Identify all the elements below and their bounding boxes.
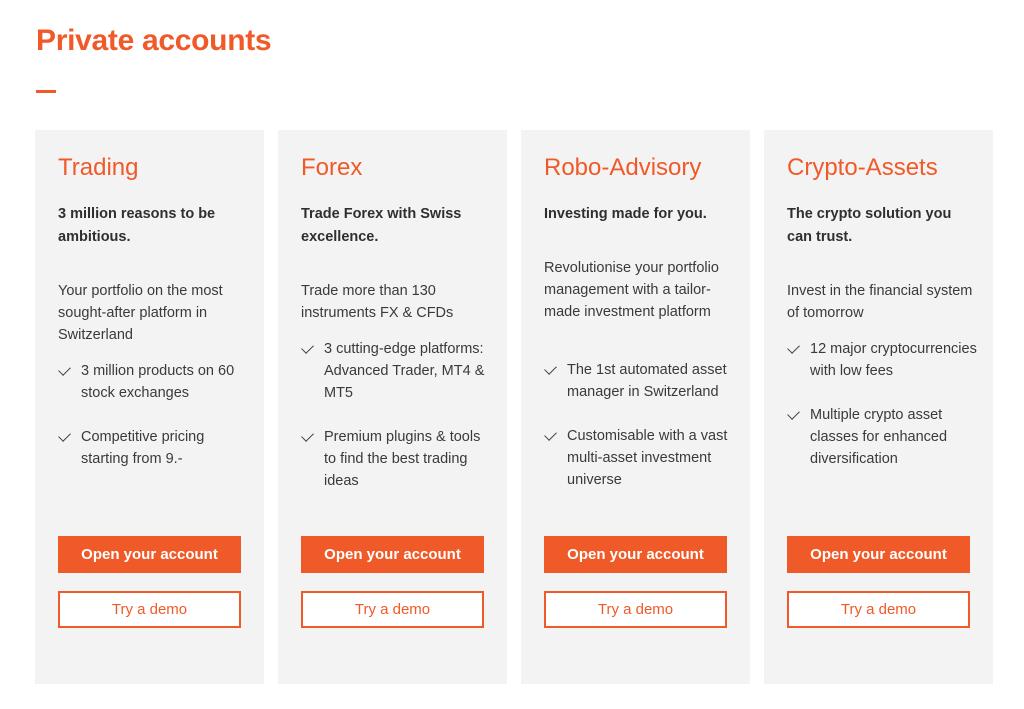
feature-text: 12 major cryptocurrencies with low fees	[810, 341, 977, 379]
feature-item	[58, 360, 253, 404]
feature-text: The 1st automated asset manager in Switzerland	[567, 362, 727, 400]
open-account-button[interactable]: Open your account	[544, 536, 727, 573]
check-icon	[301, 341, 314, 354]
product-cards	[35, 130, 993, 684]
card-tagline: Investing made for you.	[544, 206, 707, 222]
card-tagline: 3 million reasons to be ambitious.	[58, 206, 216, 245]
feature-text: Competitive pricing starting from 9.-	[81, 429, 205, 467]
check-icon	[787, 341, 800, 354]
check-icon	[58, 429, 71, 442]
card-description: Trade more than 130 instruments FX & CFDs	[301, 283, 454, 321]
check-icon	[544, 428, 557, 441]
card-robo-advisory	[521, 130, 750, 684]
feature-list	[301, 338, 496, 514]
feature-item	[544, 359, 739, 403]
feature-item	[544, 425, 739, 491]
feature-text: Premium plugins & tools to find the best trading ideas	[324, 429, 481, 489]
card-tagline: Trade Forex with Swiss excellence.	[301, 206, 462, 245]
card-crypto-assets	[764, 130, 993, 684]
try-demo-button[interactable]: Try a demo	[787, 591, 970, 628]
feature-list	[787, 338, 982, 492]
feature-text: 3 million products on 60 stock exchanges	[81, 363, 235, 401]
card-description: Your portfolio on the most sought-after platform in Switzerland	[58, 283, 223, 343]
feature-item	[301, 426, 496, 492]
feature-list	[544, 359, 739, 513]
check-icon	[787, 407, 800, 420]
feature-text: Customisable with a vast multi-asset investment universe	[567, 428, 728, 488]
card-title: Forex	[301, 154, 363, 181]
title-underline-divider	[36, 90, 56, 93]
feature-item	[787, 404, 982, 470]
open-account-button[interactable]: Open your account	[58, 536, 241, 573]
page-title: Private accounts	[36, 24, 272, 57]
card-title: Robo-Advisory	[544, 154, 702, 181]
card-trading	[35, 130, 264, 684]
try-demo-button[interactable]: Try a demo	[301, 591, 484, 628]
feature-item	[301, 338, 496, 404]
check-icon	[301, 429, 314, 442]
card-title: Crypto-Assets	[787, 154, 938, 181]
feature-item	[58, 426, 253, 470]
open-account-button[interactable]: Open your account	[301, 536, 484, 573]
card-forex	[278, 130, 507, 684]
feature-text: 3 cutting-edge platforms: Advanced Trader, MT4 & MT5	[324, 341, 485, 401]
feature-text: Multiple crypto asset classes for enhanced diversification	[810, 407, 948, 467]
card-title: Trading	[58, 154, 139, 181]
card-description: Invest in the financial system of tomorrow	[787, 283, 973, 321]
open-account-button[interactable]: Open your account	[787, 536, 970, 573]
feature-list	[58, 360, 253, 492]
feature-item	[787, 338, 982, 382]
try-demo-button[interactable]: Try a demo	[544, 591, 727, 628]
card-tagline: The crypto solution you can trust.	[787, 206, 952, 245]
card-description: Revolutionise your portfolio management with a tailor-made investment platform	[544, 260, 719, 320]
check-icon	[58, 363, 71, 376]
try-demo-button[interactable]: Try a demo	[58, 591, 241, 628]
check-icon	[544, 362, 557, 375]
